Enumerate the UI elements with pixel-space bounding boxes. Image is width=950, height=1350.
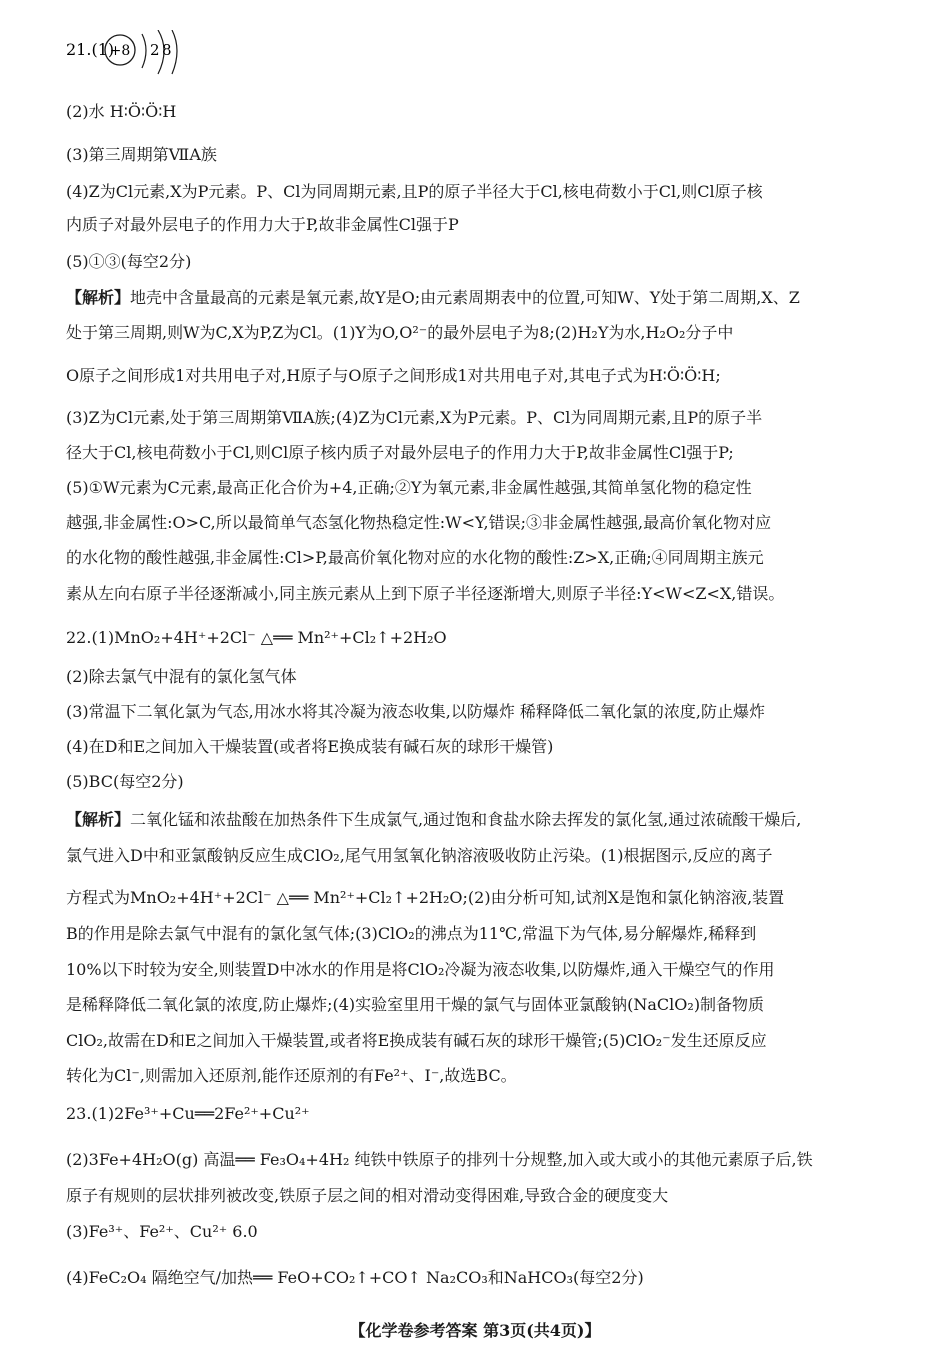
shell-arc-1 xyxy=(142,34,146,68)
q22-analysis-line-5: 是稀释降低二氧化氯的浓度,防止爆炸;(4)实验室里用干燥的氯气与固体亚氯酸钠(NaClO₂)制备物质 xyxy=(66,995,765,1014)
q22-analysis-line-4: 10%以下时较为安全,则装置D中冰水的作用是将ClO₂冷凝为液态收集,以防爆炸,通入干燥空气的作用 xyxy=(66,960,775,979)
q23-p2-line1: (2)3Fe+4H₂O(g) 高温══ Fe₃O₄+4H₂ 纯铁中铁原子的排列十分规整,加入或大或小的其他元素原子后,铁 xyxy=(66,1150,813,1169)
page-footer: 【化学卷参考答案 第3页(共4页)】 xyxy=(349,1321,601,1340)
q21-analysis-line-5: (5)①W元素为C元素,最高正化合价为+4,正确;②Y为氧元素,非金属性越强,其简单氢化物的稳定性 xyxy=(66,478,752,497)
q21-analysis-text-0: 地壳中含量最高的元素是氧元素,故Y是O;由元素周期表中的位置,可知W、Y处于第二周期,X、Z xyxy=(130,288,800,307)
q21-analysis-line-3: (3)Z为Cl元素,处于第三周期第ⅦA族;(4)Z为Cl元素,X为P元素。P、Cl为同周期元素,且P的原子半 xyxy=(66,408,763,427)
q22-analysis-line-1: 氯气进入D中和亚氯酸钠反应生成ClO₂,尾气用氢氧化钠溶液吸收防止污染。(1)根据图示,反应的离子 xyxy=(66,846,773,865)
oxygen-atom-structure-diagram xyxy=(66,30,206,78)
q22-analysis-line-0 xyxy=(66,810,910,830)
q22-p2: (2)除去氯气中混有的氯化氢气体 xyxy=(66,667,297,686)
nucleus-charge: +8 xyxy=(109,43,131,59)
q21-analysis-line-8: 素从左向右原子半径逐渐减小,同主族元素从上到下原子半径逐渐增大,则原子半径:Y<W<Z<X,错误。 xyxy=(66,584,785,603)
q21-analysis-tag: 【解析】 xyxy=(66,288,131,307)
q22-p3: (3)常温下二氧化氯为气态,用冰水将其冷凝为液态收集,以防爆炸 稀释降低二氧化氯的浓度,防止爆炸 xyxy=(66,702,766,721)
q21-analysis-line-0 xyxy=(66,288,910,308)
q21-p4-line2: 内质子对最外层电子的作用力大于P,故非金属性Cl强于P xyxy=(66,215,459,234)
q22-p5: (5)BC(每空2分) xyxy=(66,772,184,791)
q21-p1-label: 21.(1) xyxy=(66,40,115,59)
q22-analysis-line-2: 方程式为MnO₂+4H⁺+2Cl⁻ △══ Mn²⁺+Cl₂↑+2H₂O;(2)由分析可知,试剂X是饱和氯化钠溶液,装置 xyxy=(66,888,785,907)
q21-p3: (3)第三周期第ⅦA族 xyxy=(66,145,217,164)
q21-analysis-line-6: 越强,非金属性:O>C,所以最简单气态氢化物热稳定性:W<Y,错误;③非金属性越强,最高价氧化物对应 xyxy=(66,513,772,532)
q22-analysis-line-3: B的作用是除去氯气中混有的氯化氢气体;(3)ClO₂的沸点为11℃,常温下为气体,易分解爆炸,稀释到 xyxy=(66,924,757,943)
q21-analysis-line-2: O原子之间形成1对共用电子对,H原子与O原子之间形成1对共用电子对,其电子式为H∶Ö∶Ö∶H; xyxy=(66,366,721,385)
q23-p3: (3)Fe³⁺、Fe²⁺、Cu²⁺ 6.0 xyxy=(66,1222,258,1241)
q22-p1: 22.(1)MnO₂+4H⁺+2Cl⁻ △══ Mn²⁺+Cl₂↑+2H₂O xyxy=(66,628,447,647)
shell1-electrons: 2 xyxy=(150,41,160,59)
shell-arc-3 xyxy=(172,30,177,74)
q21-analysis-line-4: 径大于Cl,核电荷数小于Cl,则Cl原子核内质子对最外层电子的作用力大于P,故非金属性Cl强于P; xyxy=(66,443,734,462)
q22-analysis-line-6: ClO₂,故需在D和E之间加入干燥装置,或者将E换成装有碱石灰的球形干燥管;(5)ClO₂⁻发生还原反应 xyxy=(66,1031,767,1050)
q21-p4-line1: (4)Z为Cl元素,X为P元素。P、Cl为同周期元素,且P的原子半径大于Cl,核电荷数小于Cl,则Cl原子核 xyxy=(66,182,763,201)
q23-p2-line2: 原子有规则的层状排列被改变,铁原子层之间的相对滑动变得困难,导致合金的硬度变大 xyxy=(66,1186,669,1205)
q21-analysis-line-1: 处于第三周期,则W为C,X为P,Z为Cl。(1)Y为O,O²⁻的最外层电子为8;(2)H₂Y为水,H₂O₂分子中 xyxy=(66,323,734,342)
q21-p2: (2)水 H∶Ö∶Ö∶H xyxy=(66,102,177,121)
q23-p4: (4)FeC₂O₄ 隔绝空气/加热══ FeO+CO₂↑+CO↑ Na₂CO₃和NaHCO₃(每空2分) xyxy=(66,1268,644,1287)
shell2-electrons: 8 xyxy=(162,41,172,59)
q22-p4: (4)在D和E之间加入干燥装置(或者将E换成装有碱石灰的球形干燥管) xyxy=(66,737,554,756)
q21-analysis-line-7: 的水化物的酸性越强,非金属性:Cl>P,最高价氧化物对应的水化物的酸性:Z>X,正确;④同周期主族元 xyxy=(66,548,764,567)
q22-analysis-text-0: 二氧化锰和浓盐酸在加热条件下生成氯气,通过饱和食盐水除去挥发的氯化氢,通过浓硫酸干燥后, xyxy=(130,810,802,829)
q22-analysis-line-7: 转化为Cl⁻,则需加入还原剂,能作还原剂的有Fe²⁺、I⁻,故选BC。 xyxy=(66,1066,517,1085)
q21-p5: (5)①③(每空2分) xyxy=(66,252,192,271)
q22-analysis-tag: 【解析】 xyxy=(66,810,131,829)
q23-p1: 23.(1)2Fe³⁺+Cu══2Fe²⁺+Cu²⁺ xyxy=(66,1104,310,1123)
